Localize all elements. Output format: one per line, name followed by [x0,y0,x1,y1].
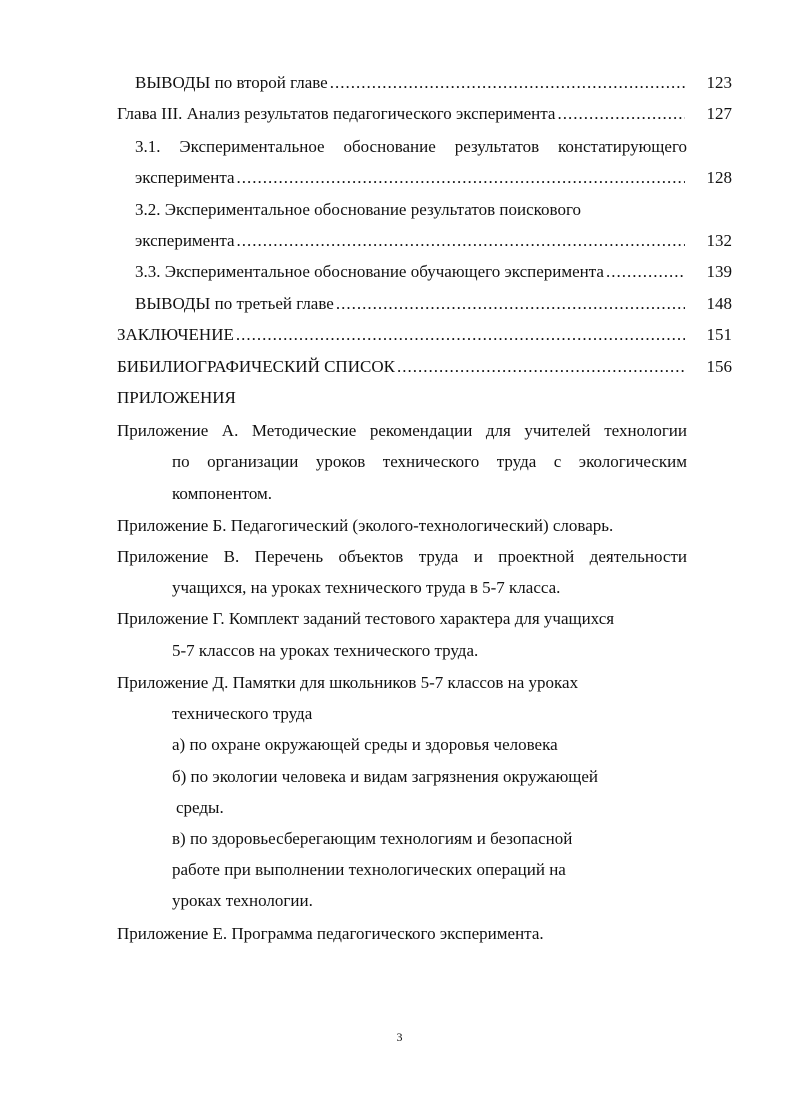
appendix-v-line-2: учащихся, на уроках технического труда в 5-7 класса. [172,578,561,597]
toc-entry-section-3-1[interactable]: 3.1. Экспериментальное обоснование результатов констатирующего [135,137,687,156]
toc-page-number: 151 [706,325,732,344]
toc-entry-title: ВЫВОДЫ по второй главе [135,73,328,92]
toc-leader-dots [557,104,685,124]
toc-leader-dots [397,357,685,377]
toc-entry-conclusion[interactable] [117,325,687,345]
toc-entry-title: 3.3. Экспериментальное обоснование обучающего эксперимента [135,262,604,281]
toc-entry-title: БИБИЛИОГРАФИЧЕСКИЙ СПИСОК [117,357,395,376]
toc-page-number: 123 [706,73,732,92]
toc-entry-title: эксперимента [135,168,235,187]
toc-leader-dots [336,294,685,314]
toc-entry-section-3-3[interactable] [135,262,687,282]
toc-entry-bibliography[interactable] [117,357,687,377]
appendix-d-item-b-line-1: б) по экологии человека и видам загрязнения окружающей [172,767,599,786]
appendix-d-item-v-line-2: работе при выполнении технологических операций на [172,860,566,879]
appendix-g-line-2: 5-7 классов на уроках технического труда. [172,641,479,660]
appendix-e-line-1[interactable]: Приложение Е. Программа педагогического эксперимента. [117,924,544,943]
toc-leader-dots [606,262,685,282]
toc-leader-dots [237,231,685,251]
toc-entry-section-3-2[interactable]: 3.2. Экспериментальное обоснование результатов поискового [135,200,581,219]
toc-entry-title: ВЫВОДЫ по третьей главе [135,294,334,313]
appendix-d-item-a: а) по охране окружающей среды и здоровья человека [172,735,558,754]
toc-entry-chapter-3[interactable] [117,104,687,124]
toc-page-number: 127 [706,104,732,123]
appendix-v-line-1[interactable]: Приложение В. Перечень объектов труда и проектной деятельности [117,547,687,566]
appendix-b-line-1[interactable]: Приложение Б. Педагогический (эколого-технологический) словарь. [117,516,614,535]
toc-page-number: 132 [706,231,732,250]
appendix-d-item-b-line-2: среды. [176,798,224,817]
toc-entry-title: эксперимента [135,231,235,250]
appendix-d-item-v-line-3: уроках технологии. [172,891,313,910]
toc-entry-section-3-2-cont[interactable] [135,231,687,251]
appendix-a-line-3: компонентом. [172,484,273,503]
toc-entry-conclusions-ch3[interactable] [135,294,687,314]
toc-entry-title: ЗАКЛЮЧЕНИЕ [117,325,234,344]
toc-entry-conclusions-ch2[interactable] [135,73,687,93]
toc-leader-dots [330,73,685,93]
appendix-g-line-1[interactable]: Приложение Г. Комплект заданий тестового характера для учащихся [117,609,615,628]
appendix-a-line-1[interactable]: Приложение А. Методические рекомендации для учителей технологии [117,421,687,440]
toc-page-number: 156 [706,357,732,376]
toc-page-number: 139 [706,262,732,281]
toc-leader-dots [236,325,685,345]
toc-page-number: 148 [706,294,732,313]
appendix-d-line-2: технического труда [172,704,313,723]
toc-leader-dots [237,168,685,188]
toc-entry-title: Глава III. Анализ результатов педагогического эксперимента [117,104,556,123]
appendix-d-line-1[interactable]: Приложение Д. Памятки для школьников 5-7 классов на уроках [117,673,579,692]
page-number: 3 [396,1030,403,1044]
appendix-a-line-2: по организации уроков технического труда с экологическим [172,452,687,471]
toc-page-number: 128 [706,168,732,187]
appendix-d-item-v-line-1: в) по здоровьесберегающим технологиям и безопасной [172,829,573,848]
toc-entry-section-3-1-cont[interactable] [135,168,687,188]
appendices-heading: ПРИЛОЖЕНИЯ [117,388,236,407]
